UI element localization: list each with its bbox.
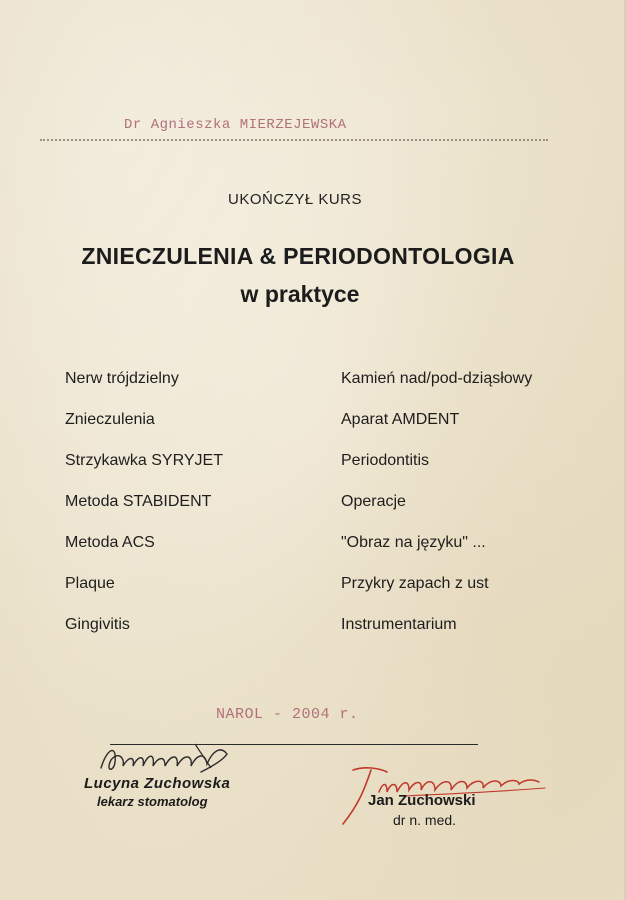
topic-item: Aparat AMDENT bbox=[341, 411, 460, 428]
place-date: NAROL - 2004 r. bbox=[216, 706, 359, 723]
recipient-dotted-line bbox=[40, 135, 548, 141]
topic-item: Przykry zapach z ust bbox=[341, 575, 489, 592]
signatory1-role: lekarz stomatolog bbox=[97, 794, 208, 809]
topic-item: "Obraz na języku" ... bbox=[341, 534, 486, 551]
topic-item: Operacje bbox=[341, 493, 406, 510]
signatory2-role: dr n. med. bbox=[393, 812, 457, 828]
topic-item: Znieczulenia bbox=[65, 411, 155, 428]
topic-item: Nerw trójdzielny bbox=[65, 370, 179, 387]
topics-right-column bbox=[341, 369, 532, 656]
topic-item: Kamień nad/pod-dziąsłowy bbox=[341, 370, 533, 387]
completed-course-label: UKOŃCZYŁ KURS bbox=[227, 191, 363, 208]
topic-item: Gingivitis bbox=[65, 616, 130, 633]
topic-item: Periodontitis bbox=[341, 452, 430, 469]
recipient-name: Dr Agnieszka MIERZEJEWSKA bbox=[124, 117, 347, 133]
signatory2-name: Jan Zuchowski bbox=[368, 792, 476, 809]
topic-item: Plaque bbox=[65, 575, 115, 592]
topic-item: Metoda STABIDENT bbox=[65, 493, 212, 510]
topic-item: Strzykawka SYRYJET bbox=[65, 452, 223, 469]
topic-item: Metoda ACS bbox=[65, 534, 155, 551]
signatory1-name: Lucyna Zuchowska bbox=[84, 775, 231, 792]
topic-item: Instrumentarium bbox=[341, 616, 457, 633]
course-title: ZNIECZULENIA & PERIODONTOLOGIA bbox=[81, 243, 515, 269]
signature-lucyna-zuchowska bbox=[95, 738, 245, 780]
topics-left-column bbox=[65, 369, 223, 656]
course-subtitle: w praktyce bbox=[240, 281, 360, 307]
